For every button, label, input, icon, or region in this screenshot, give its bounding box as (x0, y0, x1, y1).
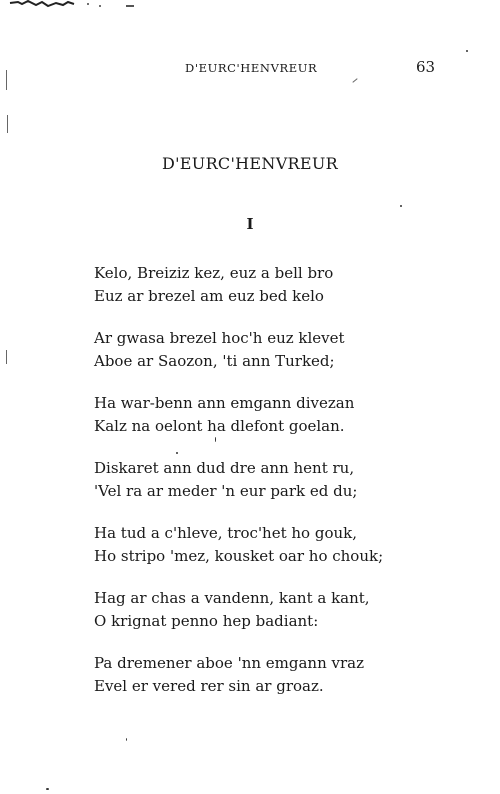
stanza (94, 652, 383, 698)
paper-speck (400, 205, 402, 207)
stanza (94, 327, 383, 373)
paper-speck (46, 788, 49, 790)
verse-line: Kelo, Breiziz kez, euz a bell bro (94, 264, 334, 282)
verse-line: Euz ar brezel am euz bed kelo (94, 287, 324, 305)
poem-body (94, 262, 383, 717)
running-header (0, 58, 500, 78)
margin-mark (6, 350, 7, 364)
chapter-title: D'EURC'HENVREUR (161, 154, 339, 173)
verse-line: Kalz na oelont ha dlefont goelan. (94, 417, 345, 435)
verse-line: Aboe ar Saozon, 'ti ann Turked; (94, 352, 335, 370)
verse-line: Ar gwasa brezel hoc'h euz klevet (94, 329, 345, 347)
ink-smudge (8, 0, 138, 10)
verse-line: Diskaret ann dud dre ann hent ru, (94, 459, 355, 477)
stanza (94, 262, 383, 308)
verse-line: Ha tud a c'hleve, troc'het ho gouk, (94, 524, 358, 542)
paper-speck (126, 738, 127, 741)
running-title: D'EURC'HENVREUR (185, 61, 318, 75)
margin-mark (7, 115, 8, 133)
paper-speck (466, 50, 468, 52)
stanza (94, 457, 383, 503)
verse-line: 'Vel ra ar meder 'n eur park ed du; (94, 482, 358, 500)
stanza (94, 522, 383, 568)
verse-line: Hag ar chas a vandenn, kant a kant, (94, 589, 370, 607)
margin-mark (352, 78, 357, 83)
stanza (94, 392, 383, 438)
verse-line: O krignat penno hep badiant: (94, 612, 319, 630)
page-number: 63 (416, 58, 436, 76)
verse-line: Ho stripo 'mez, kousket oar ho chouk; (94, 547, 384, 565)
verse-line: Ha war-benn ann emgann divezan (94, 394, 355, 412)
verse-line: Pa dremener aboe 'nn emgann vraz (94, 654, 365, 672)
section-numeral: I (246, 215, 254, 233)
stanza (94, 587, 383, 633)
verse-line: Evel er vered rer sin ar groaz. (94, 677, 324, 695)
